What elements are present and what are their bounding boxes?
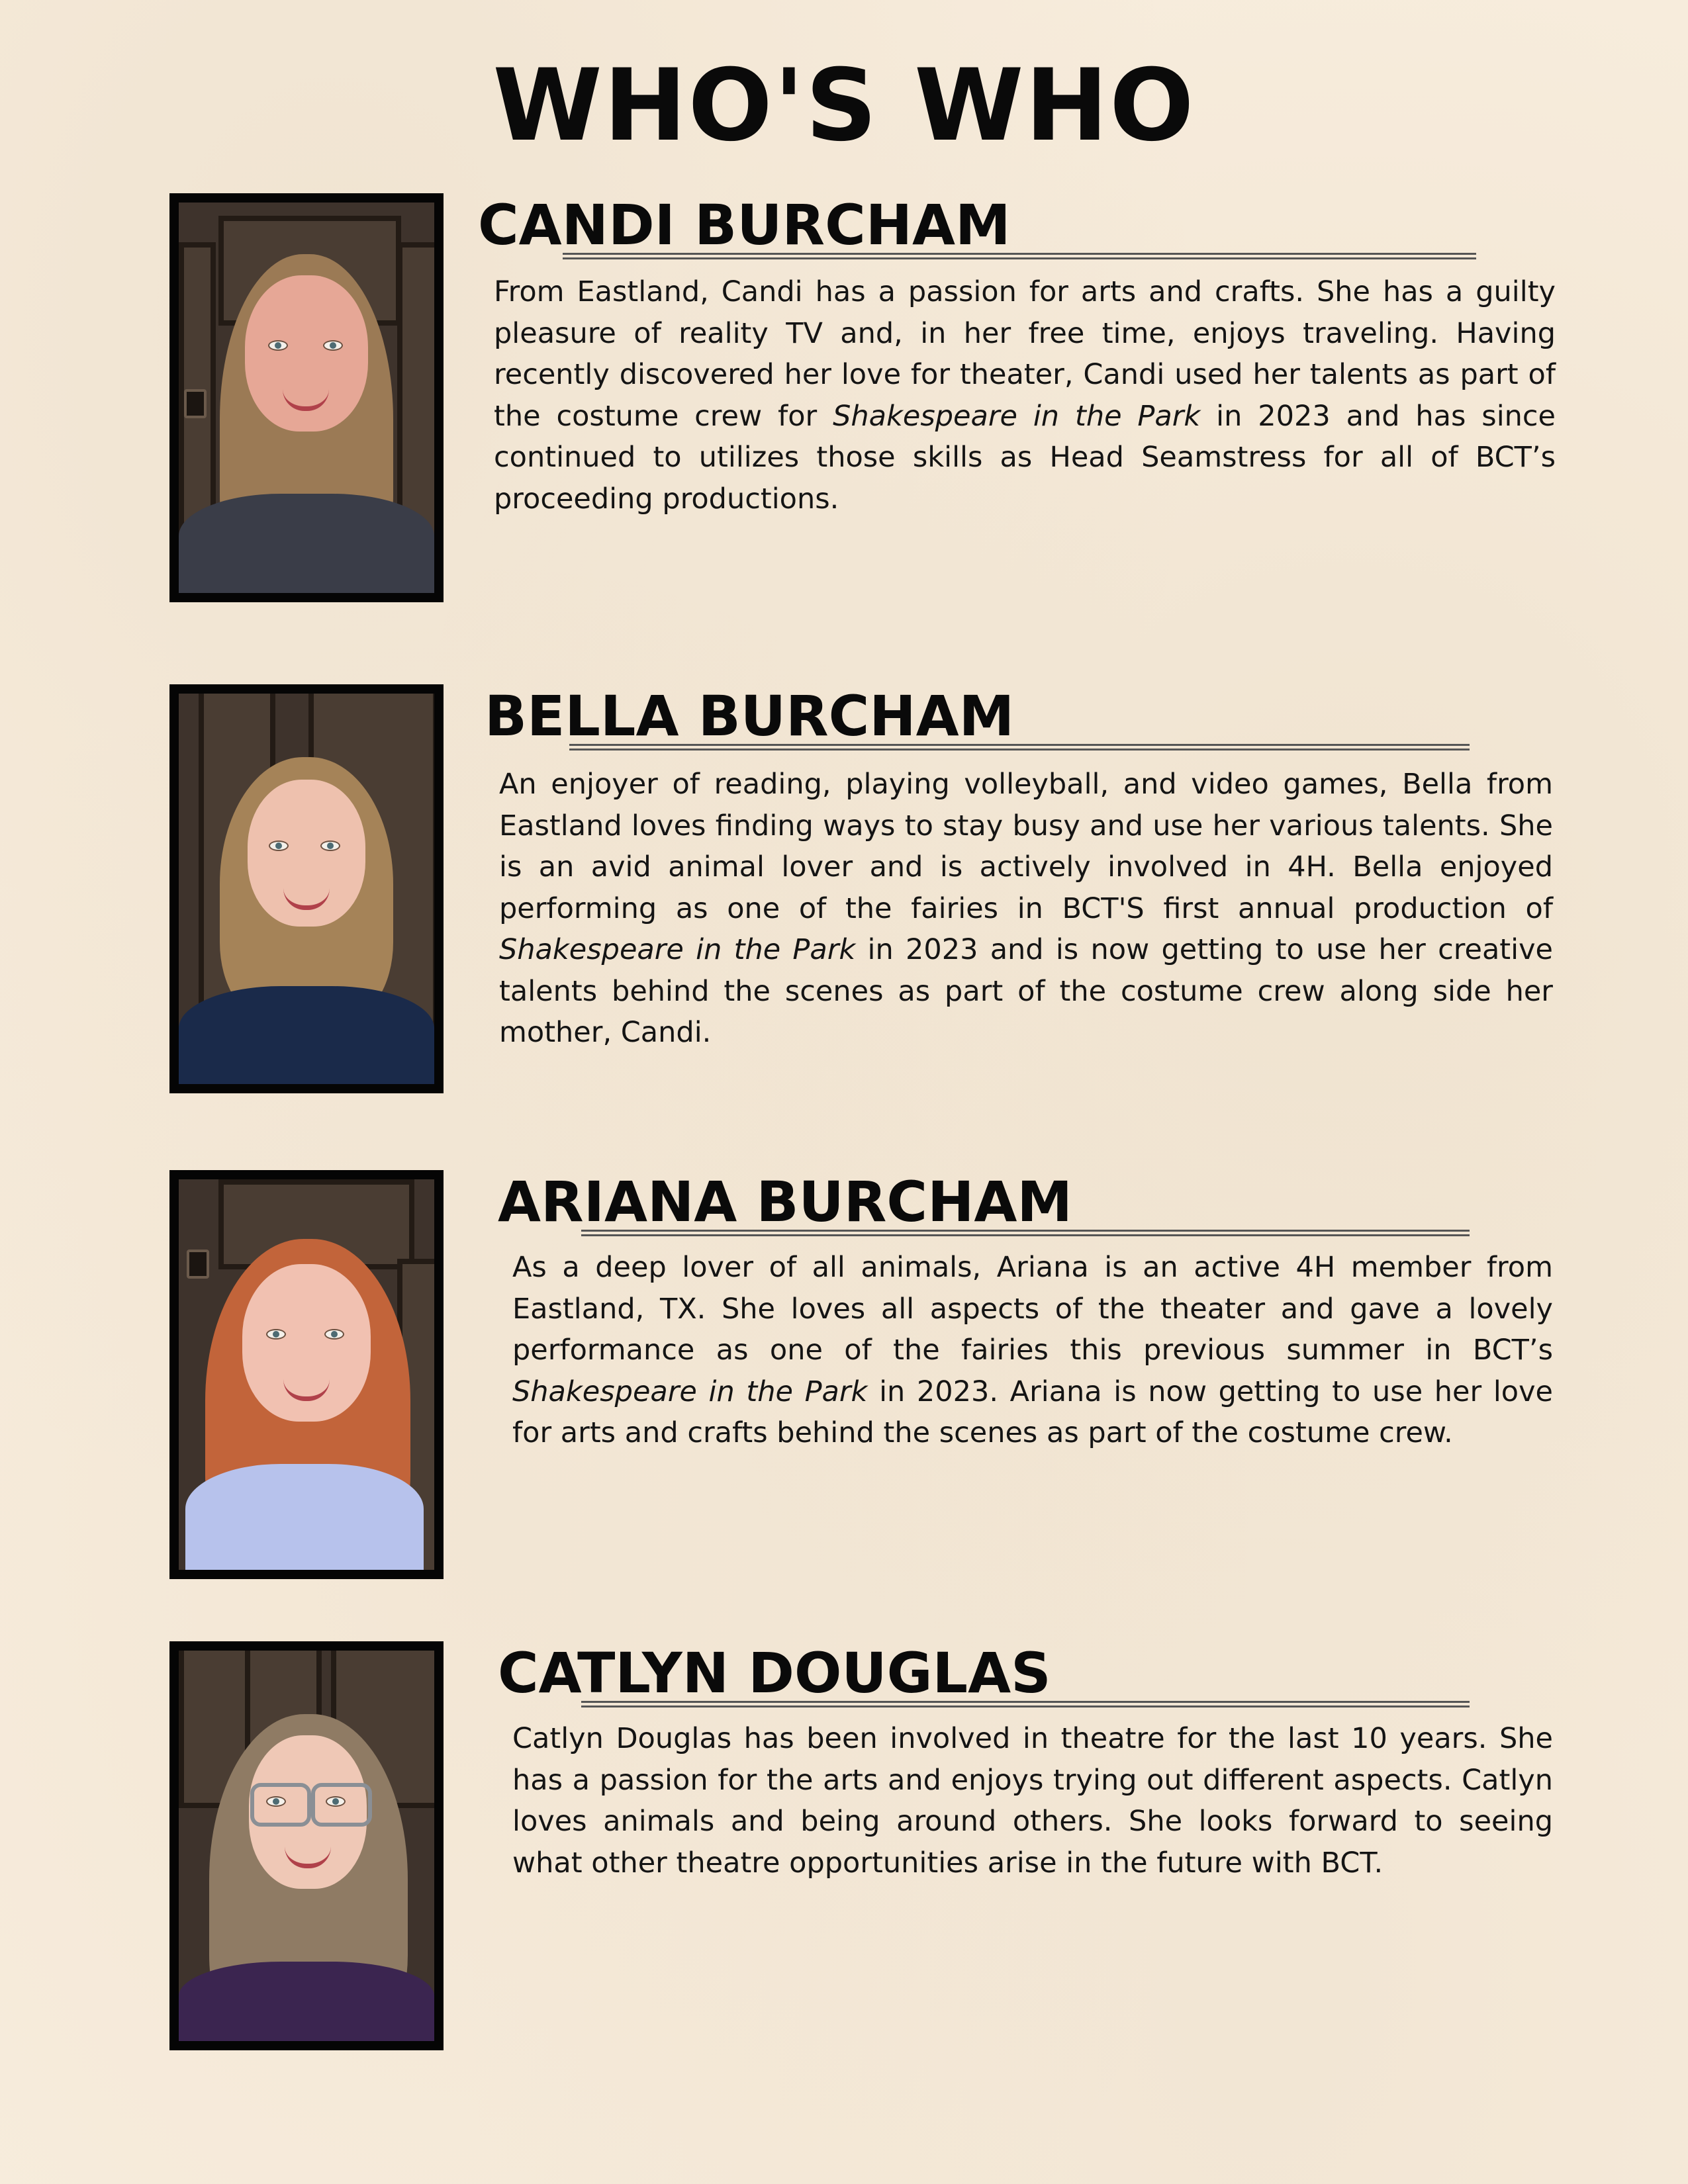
portrait-photo	[169, 1170, 444, 1579]
portrait-photo	[169, 1641, 444, 2050]
name-underline	[581, 1701, 1470, 1707]
name-underline	[581, 1230, 1470, 1236]
portrait-photo	[169, 193, 444, 602]
bio-text: As a deep lover of all animals, Ariana is an active 4H member from Eastland, TX. She loves all aspects of the theater and gave a lovely performance as one of the fairies this previous summer in BCT’s Shakespeare in the Park in 2023. Ariana is now getting to use her love for arts and crafts behind the scenes as part of the costume crew.	[512, 1251, 1553, 1449]
name-underline	[563, 253, 1476, 259]
page-title: WHO'S WHO	[492, 48, 1196, 163]
bio-name: CATLYN DOUGLAS	[498, 1641, 1051, 1706]
bio-name: CANDI BURCHAM	[478, 193, 1011, 257]
portrait-photo	[169, 684, 444, 1093]
bio-name: BELLA BURCHAM	[485, 684, 1015, 749]
bio-text: From Eastland, Candi has a passion for arts and crafts. She has a guilty pleasure of reality TV and, in her free time, enjoys traveling. Having recently discovered her love for theater, Candi used her talents as part of the costume crew for Shakespeare in the Park in 2023 and has since continued to utilizes those skills as Head Seamstress for all of BCT’s proceeding productions.	[494, 275, 1556, 516]
bio-text: Catlyn Douglas has been involved in theatre for the last 10 years. She has a passion for the arts and enjoys trying out different aspects. Catlyn loves animals and being around others. She looks forward to seeing what other theatre opportunities arise in the future with BCT.	[512, 1722, 1553, 1880]
name-underline	[569, 744, 1470, 751]
bio-name: ARIANA BURCHAM	[498, 1169, 1072, 1234]
bio-text: An enjoyer of reading, playing volleyball, and video games, Bella from Eastland loves finding ways to stay busy and use her various talents. She is an avid animal lover and is actively involved in 4H. Bella enjoyed performing as one of the fairies in BCT'S first annual production of Shakespeare in the Park in 2023 and is now getting to use her creative talents behind the scenes as part of the costume crew along side her mother, Candi.	[499, 768, 1553, 1049]
